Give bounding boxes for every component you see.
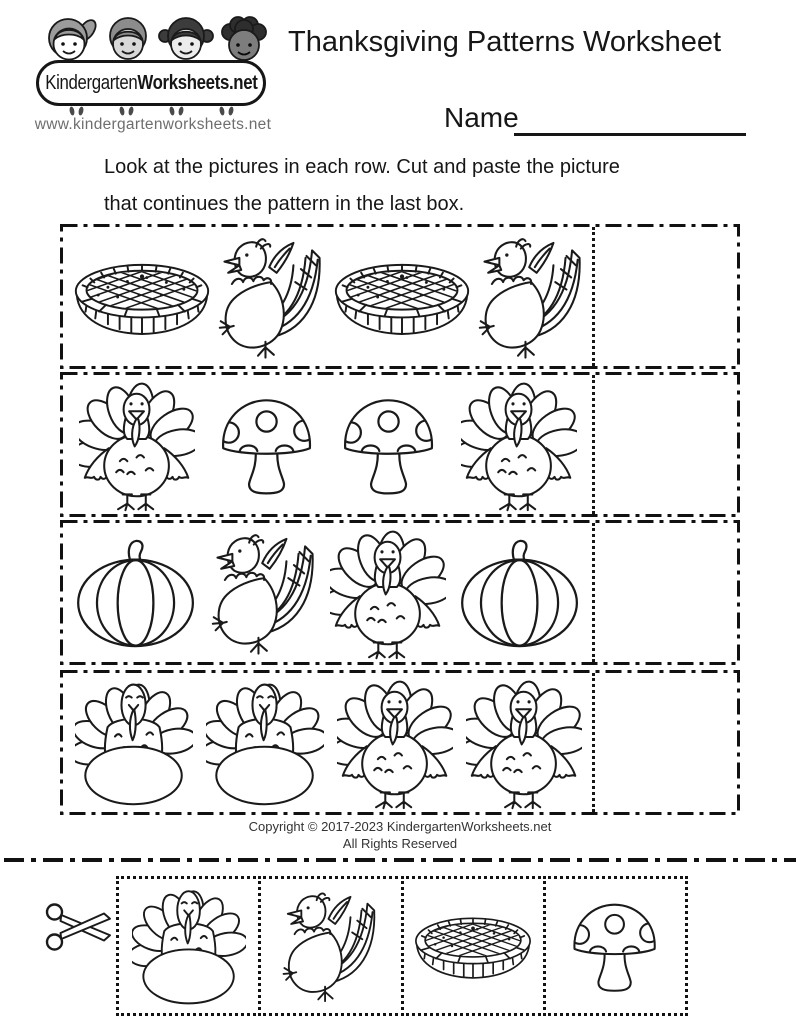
logo-sign [36, 60, 266, 106]
turkey-running-image [281, 888, 381, 1004]
pie-image [410, 910, 536, 982]
turkey-running-image [210, 529, 320, 657]
cutout-box-pie [401, 876, 546, 1016]
rights-line: All Rights Reserved [342, 836, 458, 851]
row-3-items [68, 523, 588, 662]
row-2-items [68, 375, 588, 514]
cutout-box-turkey-running [258, 876, 403, 1016]
turkey-standing-image [330, 526, 446, 660]
logo-brand-part2: Worksheets.net [137, 71, 258, 94]
logo-url: www.kindergartenworksheets.net [34, 116, 272, 133]
mushroom-image [217, 392, 317, 498]
turkey-sitting-image [75, 679, 193, 807]
cut-line [4, 858, 796, 862]
page-title: Thanksgiving Patterns Worksheet [288, 26, 722, 58]
row-1-answer-box [592, 227, 737, 366]
row-1-items [68, 227, 588, 366]
logo-brand [45, 72, 257, 95]
turkey-standing-image [337, 676, 453, 810]
name-label: Name [444, 102, 519, 133]
mushroom-image [339, 392, 439, 498]
turkey-running-image [217, 233, 327, 361]
row-3-answer-box [592, 523, 737, 662]
scissors-icon [44, 900, 116, 962]
logo-brand-part1: Kindergarten [44, 71, 138, 94]
turkey-sitting-image [132, 886, 246, 1006]
row-4-answer-box [592, 673, 737, 812]
turkey-sitting-image [206, 679, 324, 807]
pattern-row-1 [60, 224, 740, 369]
cutout-box-turkey-sitting [116, 876, 261, 1016]
pattern-row-3 [60, 520, 740, 665]
pumpkin-image [73, 538, 199, 648]
pattern-row-2 [60, 372, 740, 517]
instructions [104, 149, 724, 223]
pumpkin-image [457, 538, 583, 648]
mushroom-image [569, 897, 661, 995]
row-2-answer-box [592, 375, 737, 514]
pie-image [69, 256, 215, 338]
turkey-standing-image [466, 676, 582, 810]
turkey-standing-image [79, 378, 195, 512]
turkey-running-image [477, 233, 587, 361]
pie-image [329, 256, 475, 338]
copyright [0, 818, 800, 852]
instructions-line2: that continues the pattern in the last box. [104, 193, 465, 215]
pattern-row-4 [60, 670, 740, 815]
name-line [514, 133, 746, 136]
turkey-standing-image [461, 378, 577, 512]
row-4-items [68, 673, 588, 812]
cutout-box-mushroom [543, 876, 688, 1016]
instructions-line1: Look at the pictures in each row. Cut and paste the picture [104, 156, 620, 178]
cutout-strip [116, 876, 688, 1016]
copyright-line: Copyright © 2017-2023 KindergartenWorksheets.net [248, 819, 552, 834]
